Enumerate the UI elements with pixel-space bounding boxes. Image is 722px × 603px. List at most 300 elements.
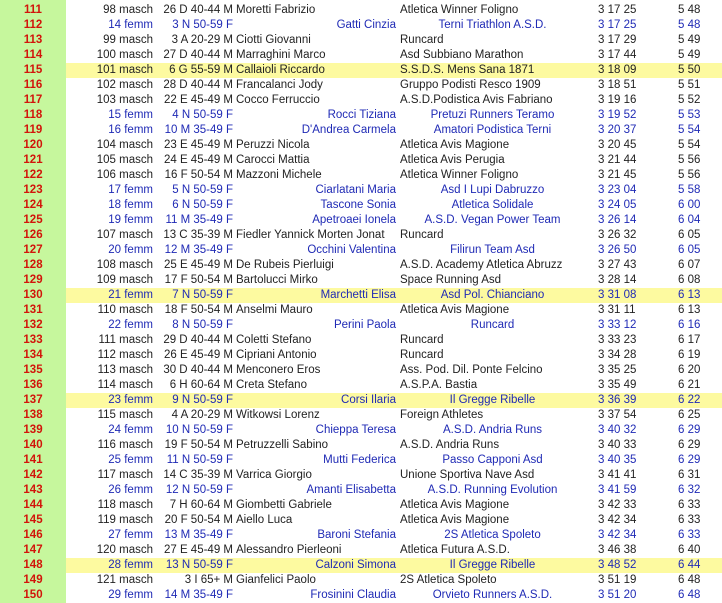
category-cell: 25 E 45-49 M: [163, 259, 233, 271]
gender-rank-cell: 115 masch: [97, 409, 153, 421]
finish-time-cell: 3 46 38: [598, 544, 637, 556]
gender-rank-cell: 113 masch: [97, 364, 153, 376]
table-row: [0, 423, 722, 438]
finish-time-cell: 3 33 23: [598, 334, 637, 346]
pace-cell: 6 31: [678, 469, 701, 481]
table-row: [0, 393, 722, 408]
pace-cell: 5 49: [678, 49, 701, 61]
table-row: [0, 138, 722, 153]
category-cell: 16 F 50-54 M: [164, 169, 233, 181]
table-row: [0, 183, 722, 198]
athlete-name-cell: D'Andrea Carmela: [301, 124, 396, 136]
table-row: [0, 18, 722, 33]
athlete-name-cell: Callaioli Riccardo: [236, 64, 325, 76]
table-row: [0, 93, 722, 108]
position-cell: 143: [0, 483, 66, 498]
club-cell: Terni Triathlon A.S.D.: [438, 19, 547, 31]
table-row: [0, 228, 722, 243]
finish-time-cell: 3 35 25: [598, 364, 637, 376]
club-cell: Atletica Solidale: [451, 199, 534, 211]
club-cell: Atletica Avis Magione: [400, 304, 510, 316]
pace-cell: 5 48: [678, 19, 701, 31]
position-cell: 117: [0, 93, 66, 108]
table-row: [0, 3, 722, 18]
athlete-name-cell: Anselmi Mauro: [236, 304, 313, 316]
table-row: [0, 213, 722, 228]
athlete-name-cell: Baroni Stefania: [317, 529, 396, 541]
finish-time-cell: 3 40 35: [598, 454, 637, 466]
gender-rank-cell: 19 femm: [108, 214, 153, 226]
finish-time-cell: 3 31 08: [598, 289, 637, 301]
finish-time-cell: 3 20 37: [598, 124, 637, 136]
gender-rank-cell: 29 femm: [108, 589, 153, 601]
finish-time-cell: 3 42 34: [598, 514, 637, 526]
gender-rank-cell: 26 femm: [108, 484, 153, 496]
position-cell: 134: [0, 348, 66, 363]
athlete-name-cell: Creta Stefano: [236, 379, 307, 391]
category-cell: 12 M 35-49 F: [164, 244, 233, 256]
athlete-name-cell: Carocci Mattia: [236, 154, 310, 166]
category-cell: 6 H 60-64 M: [169, 379, 233, 391]
athlete-name-cell: Varrica Giorgio: [236, 469, 312, 481]
gender-rank-cell: 20 femm: [108, 244, 153, 256]
gender-rank-cell: 104 masch: [96, 139, 153, 151]
athlete-name-cell: Calzoni Simona: [315, 559, 396, 571]
category-cell: 20 F 50-54 M: [164, 514, 233, 526]
finish-time-cell: 3 26 14: [598, 214, 637, 226]
pace-cell: 6 29: [678, 439, 701, 451]
category-cell: 11 N 50-59 F: [166, 454, 233, 466]
athlete-name-cell: Witkowsi Lorenz: [236, 409, 320, 421]
table-row: [0, 333, 722, 348]
finish-time-cell: 3 27 43: [598, 259, 637, 271]
athlete-name-cell: Frosinini Claudia: [310, 589, 396, 601]
finish-time-cell: 3 37 54: [598, 409, 637, 421]
club-cell: A.S.P.A. Bastia: [400, 379, 478, 391]
gender-rank-cell: 99 masch: [103, 34, 153, 46]
category-cell: 5 N 50-59 F: [172, 184, 233, 196]
position-cell: 129: [0, 273, 66, 288]
position-cell: 141: [0, 453, 66, 468]
finish-time-cell: 3 18 51: [598, 79, 637, 91]
gender-rank-cell: 102 masch: [96, 79, 153, 91]
table-row: [0, 348, 722, 363]
pace-cell: 5 52: [678, 94, 701, 106]
position-cell: 131: [0, 303, 66, 318]
athlete-name-cell: Alessandro Pierleoni: [236, 544, 342, 556]
category-cell: 24 E 45-49 M: [163, 154, 233, 166]
position-cell: 145: [0, 513, 66, 528]
athlete-name-cell: Moretti Fabrizio: [236, 4, 316, 16]
athlete-name-cell: Ciotti Giovanni: [236, 34, 311, 46]
position-cell: 130: [0, 288, 66, 303]
club-cell: Runcard: [400, 34, 444, 46]
club-cell: Il Gregge Ribelle: [449, 559, 536, 571]
pace-cell: 6 29: [678, 454, 701, 466]
gender-rank-cell: 23 femm: [108, 394, 153, 406]
club-cell: A.S.D. Andria Runs: [400, 439, 500, 451]
pace-cell: 5 53: [678, 109, 701, 121]
finish-time-cell: 3 36 39: [598, 394, 637, 406]
finish-time-cell: 3 40 33: [598, 439, 637, 451]
gender-rank-cell: 98 masch: [103, 4, 153, 16]
athlete-name-cell: Marchetti Elisa: [320, 289, 396, 301]
gender-rank-cell: 107 masch: [96, 229, 153, 241]
category-cell: 13 N 50-59 F: [165, 559, 233, 571]
table-row: [0, 48, 722, 63]
finish-time-cell: 3 17 25: [598, 19, 637, 31]
position-cell: 133: [0, 333, 66, 348]
pace-cell: 6 19: [678, 349, 701, 361]
pace-cell: 5 54: [678, 139, 701, 151]
position-cell: 149: [0, 573, 66, 588]
table-row: [0, 243, 722, 258]
category-cell: 8 N 50-59 F: [172, 319, 233, 331]
gender-rank-cell: 110 masch: [97, 304, 153, 316]
pace-cell: 6 25: [678, 409, 701, 421]
pace-cell: 6 08: [678, 274, 701, 286]
finish-time-cell: 3 26 50: [598, 244, 637, 256]
gender-rank-cell: 100 masch: [96, 49, 153, 61]
pace-cell: 5 50: [678, 64, 701, 76]
pace-cell: 6 44: [678, 559, 701, 571]
pace-cell: 6 33: [678, 529, 701, 541]
athlete-name-cell: Peruzzi Nicola: [236, 139, 310, 151]
gender-rank-cell: 15 femm: [108, 109, 153, 121]
finish-time-cell: 3 51 19: [598, 574, 637, 586]
gender-rank-cell: 103 masch: [96, 94, 153, 106]
category-cell: 14 M 35-49 F: [164, 589, 233, 601]
gender-rank-cell: 28 femm: [108, 559, 153, 571]
position-cell: 118: [0, 108, 66, 123]
gender-rank-cell: 112 masch: [97, 349, 153, 361]
position-cell: 127: [0, 243, 66, 258]
position-cell: 139: [0, 423, 66, 438]
pace-cell: 6 04: [678, 214, 701, 226]
finish-time-cell: 3 20 45: [598, 139, 637, 151]
finish-time-cell: 3 48 52: [598, 559, 637, 571]
position-cell: 138: [0, 408, 66, 423]
club-cell: Filirun Team Asd: [450, 244, 535, 256]
club-cell: Pretuzi Runners Teramo: [430, 109, 555, 121]
athlete-name-cell: Francalanci Jody: [236, 79, 323, 91]
finish-time-cell: 3 21 45: [598, 169, 637, 181]
position-cell: 135: [0, 363, 66, 378]
category-cell: 22 E 45-49 M: [163, 94, 233, 106]
athlete-name-cell: Tascone Sonia: [320, 199, 396, 211]
category-cell: 17 F 50-54 M: [164, 274, 233, 286]
athlete-name-cell: Cocco Ferruccio: [236, 94, 320, 106]
position-cell: 128: [0, 258, 66, 273]
pace-cell: 5 49: [678, 34, 701, 46]
pace-cell: 6 16: [678, 319, 701, 331]
athlete-name-cell: Fiedler Yannick Morten Jonat: [236, 229, 385, 241]
pace-cell: 6 33: [678, 499, 701, 511]
athlete-name-cell: Apetroaei Ionela: [312, 214, 396, 226]
club-cell: Passo Capponi Asd: [442, 454, 543, 466]
finish-time-cell: 3 21 44: [598, 154, 637, 166]
table-row: [0, 168, 722, 183]
table-row: [0, 363, 722, 378]
category-cell: 19 F 50-54 M: [164, 439, 233, 451]
pace-cell: 6 05: [678, 244, 701, 256]
pace-cell: 5 54: [678, 124, 701, 136]
table-row: [0, 273, 722, 288]
gender-rank-cell: 116 masch: [97, 439, 153, 451]
table-row: [0, 78, 722, 93]
table-row: [0, 453, 722, 468]
gender-rank-cell: 22 femm: [108, 319, 153, 331]
club-cell: Asd Subbiano Marathon: [400, 49, 524, 61]
gender-rank-cell: 16 femm: [108, 124, 153, 136]
club-cell: Atletica Avis Magione: [400, 139, 510, 151]
athlete-name-cell: Cipriani Antonio: [236, 349, 317, 361]
position-cell: 136: [0, 378, 66, 393]
results-table: [0, 3, 722, 603]
athlete-name-cell: Aiello Luca: [236, 514, 293, 526]
position-cell: 150: [0, 588, 66, 603]
club-cell: Runcard: [400, 229, 444, 241]
club-cell: Runcard: [400, 334, 444, 346]
finish-time-cell: 3 17 44: [598, 49, 637, 61]
pace-cell: 5 58: [678, 184, 701, 196]
category-cell: 12 N 50-59 F: [165, 484, 233, 496]
category-cell: 23 E 45-49 M: [163, 139, 233, 151]
category-cell: 26 D 40-44 M: [163, 4, 233, 16]
pace-cell: 6 21: [678, 379, 701, 391]
gender-rank-cell: 105 masch: [96, 154, 153, 166]
pace-cell: 5 51: [678, 79, 701, 91]
athlete-name-cell: Coletti Stefano: [236, 334, 312, 346]
finish-time-cell: 3 51 20: [598, 589, 637, 601]
finish-time-cell: 3 42 33: [598, 499, 637, 511]
category-cell: 7 N 50-59 F: [172, 289, 233, 301]
club-cell: Foreign Athletes: [400, 409, 484, 421]
table-row: [0, 288, 722, 303]
category-cell: 29 D 40-44 M: [163, 334, 233, 346]
pace-cell: 6 07: [678, 259, 701, 271]
table-row: [0, 153, 722, 168]
category-cell: 3 I 65+ M: [184, 574, 233, 586]
gender-rank-cell: 111 masch: [98, 334, 153, 346]
athlete-name-cell: Amanti Elisabetta: [306, 484, 396, 496]
club-cell: Runcard: [470, 319, 515, 331]
category-cell: 28 D 40-44 M: [163, 79, 233, 91]
table-row: [0, 408, 722, 423]
gender-rank-cell: 17 femm: [108, 184, 153, 196]
athlete-name-cell: Bartolucci Mirko: [236, 274, 318, 286]
club-cell: A.S.D. Academy Atletica Abruzz: [400, 259, 563, 271]
category-cell: 30 D 40-44 M: [163, 364, 233, 376]
club-cell: 2S Atletica Spoleto: [400, 574, 497, 586]
pace-cell: 6 00: [678, 199, 701, 211]
position-cell: 147: [0, 543, 66, 558]
gender-rank-cell: 120 masch: [96, 544, 153, 556]
position-cell: 120: [0, 138, 66, 153]
club-cell: Space Running Asd: [400, 274, 502, 286]
table-row: [0, 498, 722, 513]
club-cell: Il Gregge Ribelle: [449, 394, 536, 406]
pace-cell: 6 40: [678, 544, 701, 556]
table-row: [0, 108, 722, 123]
finish-time-cell: 3 41 41: [598, 469, 637, 481]
pace-cell: 6 22: [678, 394, 701, 406]
gender-rank-cell: 24 femm: [108, 424, 153, 436]
pace-cell: 6 33: [678, 514, 701, 526]
club-cell: Asd Pol. Chianciano: [440, 289, 545, 301]
club-cell: Atletica Winner Foligno: [400, 169, 519, 181]
club-cell: Gruppo Podisti Resco 1909: [400, 79, 541, 91]
position-cell: 114: [0, 48, 66, 63]
athlete-name-cell: Menconero Eros: [236, 364, 321, 376]
pace-cell: 6 13: [678, 289, 701, 301]
category-cell: 6 G 55-59 M: [169, 64, 233, 76]
gender-rank-cell: 109 masch: [96, 274, 153, 286]
position-cell: 137: [0, 393, 66, 408]
club-cell: S.S.D.S. Mens Sana 1871: [400, 64, 535, 76]
gender-rank-cell: 101 masch: [96, 64, 153, 76]
gender-rank-cell: 114 masch: [97, 379, 153, 391]
gender-rank-cell: 27 femm: [108, 529, 153, 541]
table-row: [0, 438, 722, 453]
position-cell: 121: [0, 153, 66, 168]
finish-time-cell: 3 41 59: [598, 484, 637, 496]
category-cell: 10 N 50-59 F: [165, 424, 233, 436]
athlete-name-cell: Ciarlatani Maria: [315, 184, 396, 196]
finish-time-cell: 3 18 09: [598, 64, 637, 76]
category-cell: 3 A 20-29 M: [171, 34, 233, 46]
pace-cell: 5 56: [678, 169, 701, 181]
gender-rank-cell: 14 femm: [108, 19, 153, 31]
athlete-name-cell: Mutti Federica: [323, 454, 396, 466]
athlete-name-cell: Giombetti Gabriele: [236, 499, 332, 511]
finish-time-cell: 3 31 11: [598, 304, 636, 316]
club-cell: Amatori Podistica Terni: [433, 124, 552, 136]
position-cell: 116: [0, 78, 66, 93]
category-cell: 3 N 50-59 F: [172, 19, 233, 31]
category-cell: 4 A 20-29 M: [171, 409, 233, 421]
athlete-name-cell: Corsi Ilaria: [341, 394, 396, 406]
category-cell: 13 C 35-39 M: [163, 229, 233, 241]
club-cell: Orvieto Runners A.S.D.: [432, 589, 553, 601]
position-cell: 123: [0, 183, 66, 198]
club-cell: A.S.D.Podistica Avis Fabriano: [400, 94, 553, 106]
category-cell: 9 N 50-59 F: [172, 394, 233, 406]
position-cell: 112: [0, 18, 66, 33]
category-cell: 13 M 35-49 F: [164, 529, 233, 541]
gender-rank-cell: 106 masch: [96, 169, 153, 181]
club-cell: Atletica Winner Foligno: [400, 4, 519, 16]
table-row: [0, 63, 722, 78]
athlete-name-cell: Perini Paola: [333, 319, 396, 331]
finish-time-cell: 3 26 32: [598, 229, 637, 241]
position-cell: 125: [0, 213, 66, 228]
athlete-name-cell: Marraghini Marco: [236, 49, 326, 61]
pace-cell: 6 48: [678, 574, 701, 586]
position-cell: 119: [0, 123, 66, 138]
table-row: [0, 513, 722, 528]
club-cell: Atletica Avis Perugia: [400, 154, 505, 166]
finish-time-cell: 3 19 52: [598, 109, 637, 121]
club-cell: Runcard: [400, 349, 444, 361]
gender-rank-cell: 118 masch: [97, 499, 153, 511]
gender-rank-cell: 108 masch: [96, 259, 153, 271]
table-row: [0, 378, 722, 393]
pace-cell: 5 48: [678, 4, 701, 16]
table-row: [0, 543, 722, 558]
finish-time-cell: 3 17 25: [598, 4, 637, 16]
category-cell: 27 D 40-44 M: [163, 49, 233, 61]
finish-time-cell: 3 23 04: [598, 184, 637, 196]
finish-time-cell: 3 28 14: [598, 274, 637, 286]
table-row: [0, 558, 722, 573]
position-cell: 111: [0, 3, 66, 18]
club-cell: A.S.D. Vegan Power Team: [424, 214, 561, 226]
finish-time-cell: 3 42 34: [598, 529, 637, 541]
athlete-name-cell: Rocci Tiziana: [327, 109, 396, 121]
club-cell: Atletica Futura A.S.D.: [400, 544, 510, 556]
club-cell: Asd I Lupi Dabruzzo: [440, 184, 545, 196]
category-cell: 10 M 35-49 F: [164, 124, 233, 136]
gender-rank-cell: 18 femm: [108, 199, 153, 211]
table-row: [0, 588, 722, 603]
pace-cell: 6 13: [678, 304, 701, 316]
position-cell: 124: [0, 198, 66, 213]
table-row: [0, 303, 722, 318]
gender-rank-cell: 119 masch: [97, 514, 153, 526]
gender-rank-cell: 25 femm: [108, 454, 153, 466]
club-cell: A.S.D. Running Evolution: [427, 484, 558, 496]
position-cell: 113: [0, 33, 66, 48]
gender-rank-cell: 121 masch: [96, 574, 153, 586]
athlete-name-cell: Mazzoni Michele: [236, 169, 322, 181]
gender-rank-cell: 21 femm: [108, 289, 153, 301]
position-cell: 144: [0, 498, 66, 513]
table-row: [0, 123, 722, 138]
category-cell: 4 N 50-59 F: [172, 109, 233, 121]
club-cell: Unione Sportiva Nave Asd: [400, 469, 535, 481]
pace-cell: 6 32: [678, 484, 701, 496]
table-row: [0, 318, 722, 333]
finish-time-cell: 3 19 16: [598, 94, 637, 106]
pace-cell: 5 56: [678, 154, 701, 166]
athlete-name-cell: De Rubeis Pierluigi: [236, 259, 334, 271]
table-row: [0, 483, 722, 498]
position-cell: 146: [0, 528, 66, 543]
athlete-name-cell: Petruzzelli Sabino: [236, 439, 329, 451]
category-cell: 18 F 50-54 M: [164, 304, 233, 316]
category-cell: 27 E 45-49 M: [163, 544, 233, 556]
table-row: [0, 468, 722, 483]
position-cell: 122: [0, 168, 66, 183]
athlete-name-cell: Chieppa Teresa: [315, 424, 396, 436]
pace-cell: 6 20: [678, 364, 701, 376]
club-cell: Atletica Avis Magione: [400, 514, 510, 526]
table-row: [0, 573, 722, 588]
pace-cell: 6 17: [678, 334, 701, 346]
pace-cell: 6 29: [678, 424, 701, 436]
athlete-name-cell: Occhini Valentina: [307, 244, 396, 256]
club-cell: Atletica Avis Magione: [400, 499, 510, 511]
pace-cell: 6 48: [678, 589, 701, 601]
athlete-name-cell: Gianfelici Paolo: [236, 574, 316, 586]
category-cell: 14 C 35-39 M: [163, 469, 233, 481]
gender-rank-cell: 117 masch: [97, 469, 153, 481]
position-cell: 140: [0, 438, 66, 453]
category-cell: 11 M 35-49 F: [165, 214, 233, 226]
category-cell: 7 H 60-64 M: [169, 499, 233, 511]
category-cell: 6 N 50-59 F: [172, 199, 233, 211]
